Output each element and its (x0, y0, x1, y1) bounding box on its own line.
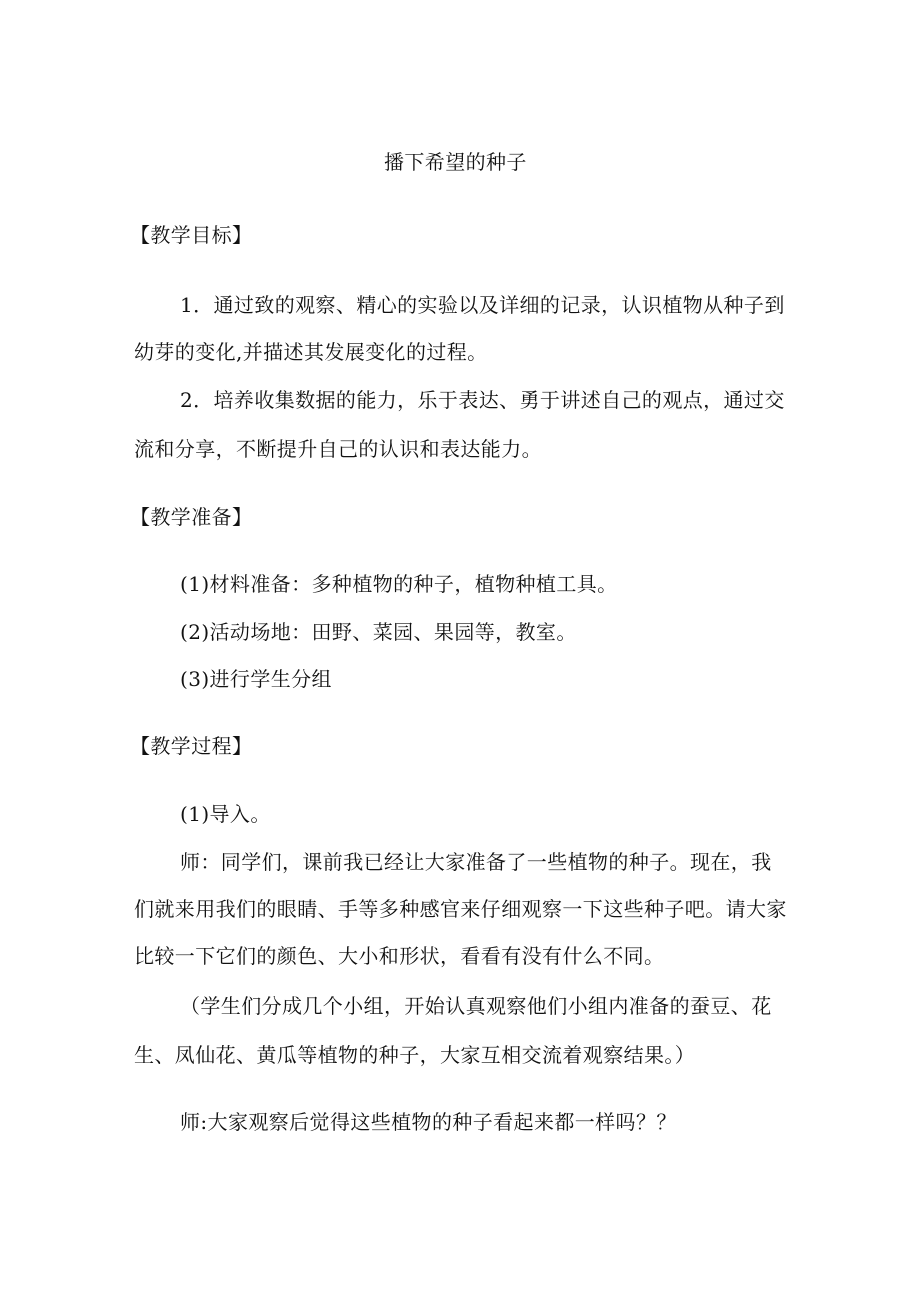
students-line1: （学生们分成几个小组，开始认真观察他们小组内准备的蚕豆、花 (180, 994, 772, 1018)
students-line2: 生、凤仙花、黄瓜等植物的种子，大家互相交流着观察结果。） (134, 1043, 696, 1067)
teacher1-line2: 们就来用我们的眼睛、手等多种感官来仔细观察一下这些种子吧。请大家 (134, 897, 787, 921)
teacher2-line: 师:大家观察后觉得这些植物的种子看起来都一样吗？？ (180, 1110, 677, 1134)
goals-item2-line1: 2．培养收集数据的能力，乐于表达、勇于讲述自己的观点，通过交 (180, 388, 785, 412)
goals-item1-line1: 1．通过致的观察、精心的实验以及详细的记录，认识植物从种子到 (180, 293, 785, 317)
goals-item2-line2: 流和分享，不断提升自己的认识和表达能力。 (134, 437, 542, 461)
goals-heading: 【教学目标】 (130, 223, 253, 247)
prep-item3: (3)进行学生分组 (180, 667, 332, 691)
teacher1-line3: 比较一下它们的颜色、大小和形状，看看有没有什么不同。 (134, 944, 665, 968)
document-title: 播下希望的种子 (384, 150, 527, 174)
prep-item1: (1)材料准备：多种植物的种子，植物种植工具。 (180, 572, 618, 596)
teacher1-line1: 师：同学们，课前我已经让大家准备了一些植物的种子。现在，我 (180, 850, 772, 874)
process-heading: 【教学过程】 (130, 734, 253, 758)
goals-item1-line2: 幼芽的变化,并描述其发展变化的过程。 (134, 340, 488, 364)
prep-heading: 【教学准备】 (130, 505, 253, 529)
process-step1: (1)导入。 (180, 802, 271, 826)
prep-item2: (2)活动场地：田野、菜园、果园等，教室。 (180, 620, 577, 644)
